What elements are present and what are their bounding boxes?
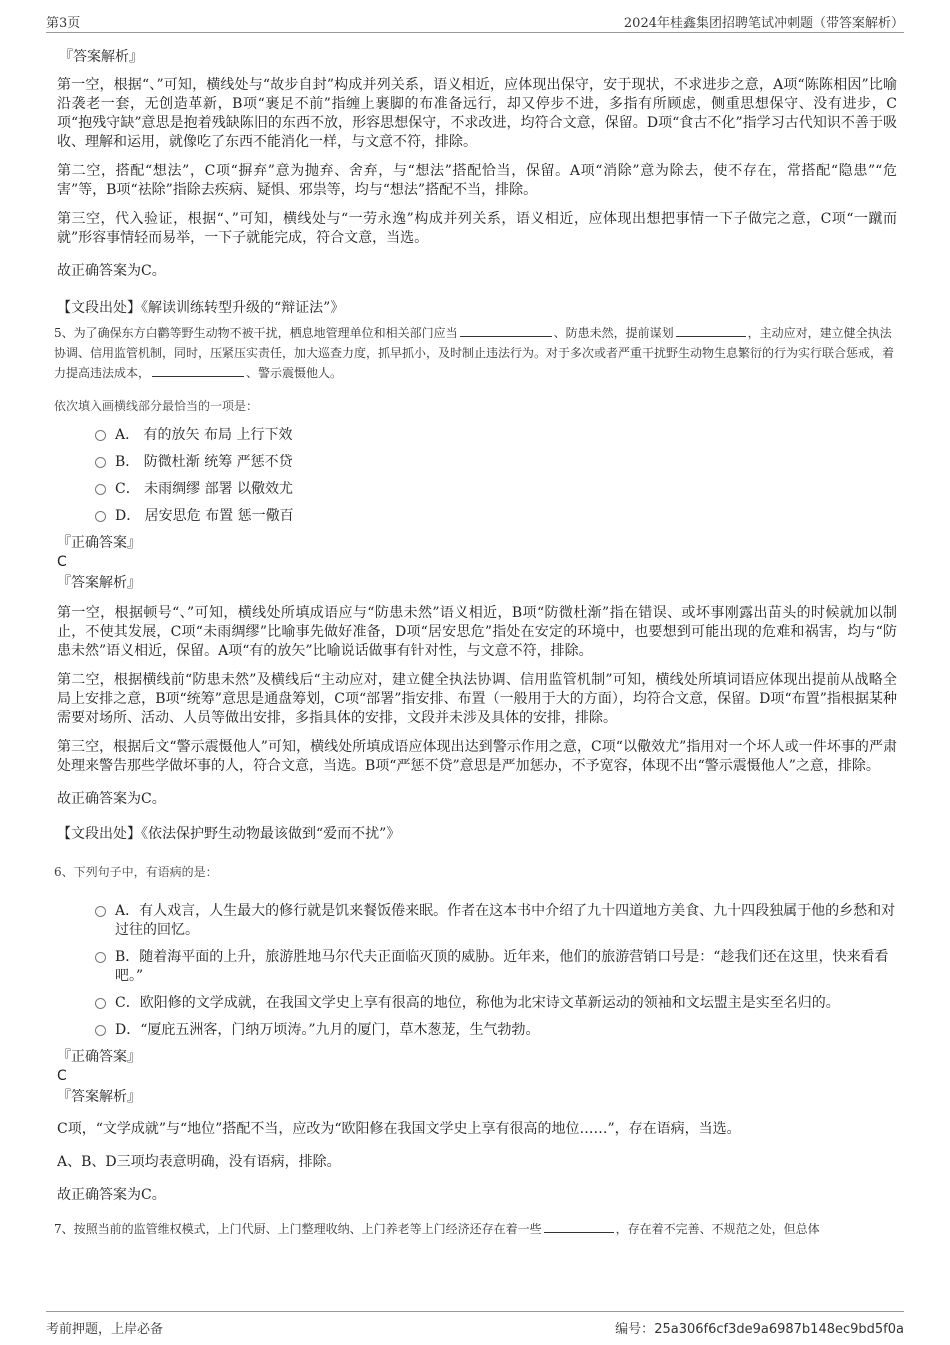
analysis-paragraph: 第三空，代入验证，根据“、”可知，横线处与“一劳永逸”构成并列关系，语义相近，应体现出想把事情一下子做完之意，C项“一蹴而就”形容事情轻而易举，一下子就能完成，符合文意，当选。 — [57, 211, 897, 246]
analysis-paragraph: 第二空，搭配“想法”，C项“摒弃”意为抛弃、舍弃，与“想法”搭配恰当，保留。A项“消除”意为除去，使不存在，常搭配“隐患”“危害”等，B项“祛除”指除去疾病、疑惧、邪祟等，均与“想法”搭配不当，排除。 — [57, 163, 897, 198]
radio-button[interactable] — [95, 484, 106, 495]
radio-button[interactable] — [95, 430, 106, 441]
blank-line — [152, 366, 244, 377]
radio-button[interactable] — [95, 906, 106, 917]
radio-button[interactable] — [95, 511, 106, 522]
analysis-paragraph: A、B、D三项均表意明确，没有语病，排除。 — [57, 1154, 341, 1170]
footer-slogan: 考前押题，上岸必备 — [46, 1322, 164, 1337]
option-c[interactable]: C．欧阳修的文学成就，在我国文学史上享有很高的地位，称他为北宋诗文革新运动的领袖和文坛盟主是实至名归的。 — [95, 994, 897, 1013]
page-footer — [46, 1311, 904, 1342]
source-line: 【文段出处】《依法保护野生动物最该做到“爱而不扰”》 — [57, 826, 401, 842]
radio-button[interactable] — [95, 457, 106, 468]
analysis-label: 『答案解析』 — [57, 575, 141, 591]
analysis-label: 『答案解析』 — [57, 1089, 141, 1105]
page-number: 第3页 — [46, 16, 81, 31]
option-a[interactable]: A．有人戏言，人生最大的修行就是饥来餐饭倦来眠。作者在这本书中介绍了九十四道地方美食、九十四段独属于他的乡愁和对过往的回忆。 — [95, 902, 897, 940]
option-c[interactable]: C． 未雨绸缪 部署 以儆效尤 — [95, 480, 897, 499]
option-b[interactable]: B．随着海平面的上升，旅游胜地马尔代夫正面临灭顶的威胁。近年来，他们的旅游营销口号是：“趁我们还在这里，快来看看吧。” — [95, 948, 897, 986]
analysis-paragraph: 第一空，根据顿号“、”可知，横线处所填成语应与“防患未然”语义相近，B项“防微杜渐”指在错误、或坏事刚露出苗头的时候就加以制止，不使其发展，C项“未雨绸缪”比喻事先做好准备，D项“居安思危”指处在安定的环境中，也要想到可能出现的危难和祸害，均与“防患未然”语义相近，保留。A项“有的放矢”比喻说话做事有针对性，与文意不符，排除。 — [57, 605, 897, 659]
blank-line — [460, 326, 552, 337]
correct-answer: C — [57, 554, 67, 570]
analysis-paragraph: 第一空，根据“、”可知，横线处与“故步自封”构成并列关系，语义相近，应体现出保守，安于现状，不求进步之意，A项“陈陈相因”比喻沿袭老一套，无创造革新，B项“裹足不前”指缠上裹脚的布准备远行，却又停步不进，多指有所顾虑，侧重思想保守、没有进步，C项“抱残守缺”意思是抱着残缺陈旧的东西不放，形容思想保守，不求改进，均符合文意，保留。D项“食古不化”指学习古代知识不善于吸收、理解和运用，就像吃了东西不能消化一样，与文意不符，排除。 — [57, 77, 897, 150]
blank-line — [676, 326, 746, 337]
correct-label: 『正确答案』 — [57, 535, 141, 551]
option-a[interactable]: A． 有的放矢 布局 上行下效 — [95, 426, 897, 445]
analysis-paragraph: 第三空，根据后文“警示震慑他人”可知，横线处所填成语应体现出达到警示作用之意，C项“以儆效尤”指用对一个坏人或一件坏事的严肃处理来警告那些学做坏事的人，符合文意，当选。B项“严惩不贷”意思是严加惩办，不予宽容，体现不出“警示震慑他人”之意，排除。 — [57, 739, 897, 774]
question-5-stem: 5、为了确保东方白鹳等野生动物不被干扰，栖息地管理单位和相关部门应当 、防患未然，提前谋划 ，主动应对，建立健全执法协调、信用监管机制，同时，压紧压实责任，加大巡查力度，抓早抓小，及时制止违法行为。对于多次或者严重干扰野生动物生息繁衍的行为实行联合惩戒，着力提高违法成本， 、警示震慑他人。 — [54, 326, 895, 380]
document-title: 2024年桂鑫集团招聘笔试冲刺题（带答案解析） — [623, 16, 904, 31]
radio-button[interactable] — [95, 952, 106, 963]
page-content — [54, 40, 897, 1247]
correct-answer: C — [57, 1068, 67, 1084]
radio-button[interactable] — [95, 1025, 106, 1036]
question-prompt: 依次填入画横线部分最恰当的一项是： — [54, 399, 259, 413]
analysis-paragraph: 第二空，根据横线前“防患未然”及横线后“主动应对，建立健全执法协调、信用监管机制”可知，横线处所填词语应体现出提前从战略全局上安排之意，B项“统筹”意思是通盘筹划，C项“部署”指安排、布置（一般用于大的方面），均符合文意，保留。D项“布置”指根据某种需要对场所、活动、人员等做出安排，多指具体的安排，文段并未涉及具体的安排，排除。 — [57, 672, 897, 726]
analysis-paragraph: C项，“文学成就”与“地位”搭配不当，应改为“欧阳修在我国文学史上享有很高的地位……”，存在语病，当选。 — [57, 1121, 741, 1137]
question-6-stem: 6、下列句子中，有语病的是： — [54, 865, 218, 879]
page-header — [46, 8, 904, 33]
correct-label: 『正确答案』 — [57, 1049, 141, 1065]
source-line: 【文段出处】《解读训练转型升级的“辩证法”》 — [57, 300, 345, 316]
conclusion: 故正确答案为C。 — [57, 263, 166, 279]
option-d[interactable]: D．“厦庇五洲客，门纳万顷涛。”九月的厦门，草木葱茏，生气勃勃。 — [95, 1021, 897, 1040]
conclusion: 故正确答案为C。 — [57, 791, 166, 807]
option-b[interactable]: B． 防微杜渐 统筹 严惩不贷 — [95, 453, 897, 472]
document-code: 编号：25a306f6cf3de9a6987b148ec9bd5f0a — [615, 1322, 904, 1337]
radio-button[interactable] — [95, 998, 106, 1009]
question-7-stem: 7、按照当前的监管维权模式，上门代厨、上门整理收纳、上门养老等上门经济还存在着一些 ，存在着不完善、不规范之处，但总体 — [54, 1222, 820, 1236]
conclusion: 故正确答案为C。 — [57, 1187, 166, 1203]
option-d[interactable]: D． 居安思危 布置 惩一儆百 — [95, 507, 897, 526]
analysis-label: 『答案解析』 — [59, 49, 143, 65]
blank-line — [544, 1222, 614, 1233]
